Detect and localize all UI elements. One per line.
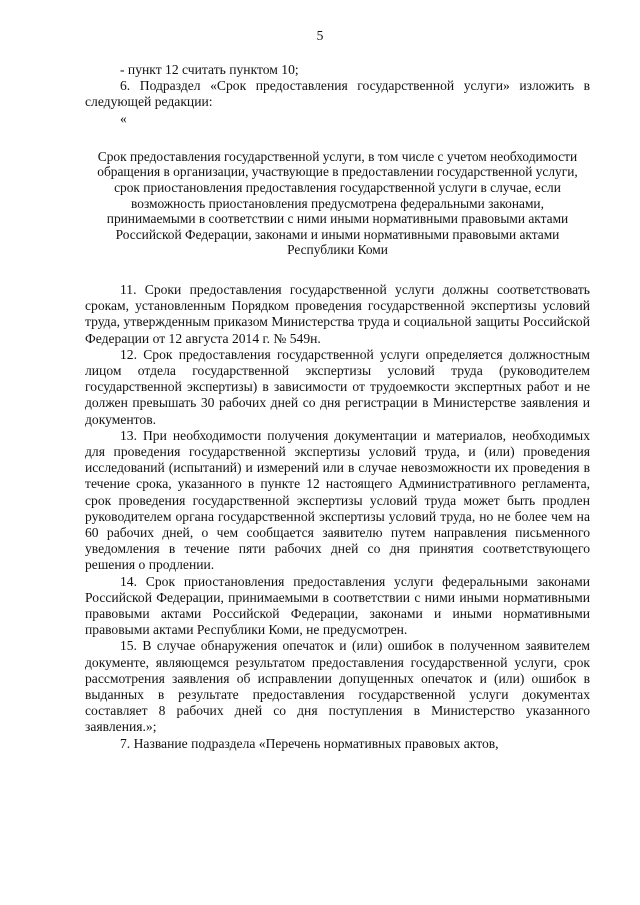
paragraph-13: 13. При необходимости получения документации и материалов, необходимых для проведения государственной экспертизы условий труда, и (или) проведения исследований (испытаний) и измерений или в случае невозможности их проведения в течение срока, указанного в пункте 12 настоящего Административного регламента, срок проведения государственной экспертизы условий труда может быть продлен руководителем органа государственной экспертизы условий труда, но не более чем на 60 рабочих дней, о чем сообщается заявителю путем направления письменного уведомления в течение пяти рабочих дней со дня принятия соответствующего решения о продлении. (85, 427, 590, 573)
paragraph-15: 15. В случае обнаружения опечаток и (или) ошибок в полученном заявителем документе, являющемся результатом предоставления государственной услуги, срок рассмотрения заявления об исправлении допущенных опечаток и (или) ошибок в выданных в результате предоставления государственной услуги документах составляет 8 рабочих дней со дня поступления в Министерство указанного заявления.»; (85, 638, 590, 735)
document-body (85, 62, 590, 752)
paragraph-11: 11. Сроки предоставления государственной услуги должны соответствовать срокам, установленным Порядком проведения государственной экспертизы условий труда, утвержденным приказом Министерства труда и социальной защиты Российской Федерации от 12 августа 2014 г. № 549н. (85, 281, 590, 346)
paragraph-12: 12. Срок предоставления государственной услуги определяется должностным лицом отдела государственной экспертизы условий труда (руководителем государственной экспертизы) в зависимости от трудоемкости экспертных работ и не должен превышать 30 рабочих дней со дня регистрации в Министерстве заявления и документов. (85, 346, 590, 427)
paragraph-item-6: 6. Подраздел «Срок предоставления государственной услуги» изложить в следующей редакции: (85, 78, 590, 110)
paragraph-item-renumber: - пункт 12 считать пунктом 10; (120, 62, 299, 77)
opening-quote-mark: « (120, 110, 127, 126)
page-number: 5 (316, 28, 324, 43)
section-heading: Срок предоставления государственной услуги, в том числе с учетом необходимости обращения в организации, участвующие в предоставлении государственной услуги, срок приостановления предоставления государственной услуги в случае, если возможность приостановления предусмотрена федеральными законами, принимаемыми в соответствии с ними иными нормативными правовыми актами Российской Федерации, законами и иными нормативными правовыми актами Республики Коми (97, 148, 578, 258)
paragraph-14: 14. Срок приостановления предоставления услуги федеральными законами Российской Федерации, принимаемыми в соответствии с ними иными нормативными правовыми актами Российской Федерации, законами и иными нормативными правовыми актами Республики Коми, не предусмотрен. (85, 573, 590, 638)
spacer (85, 258, 590, 282)
paragraph-item-7: 7. Название подраздела «Перечень нормативных правовых актов, (120, 735, 499, 751)
